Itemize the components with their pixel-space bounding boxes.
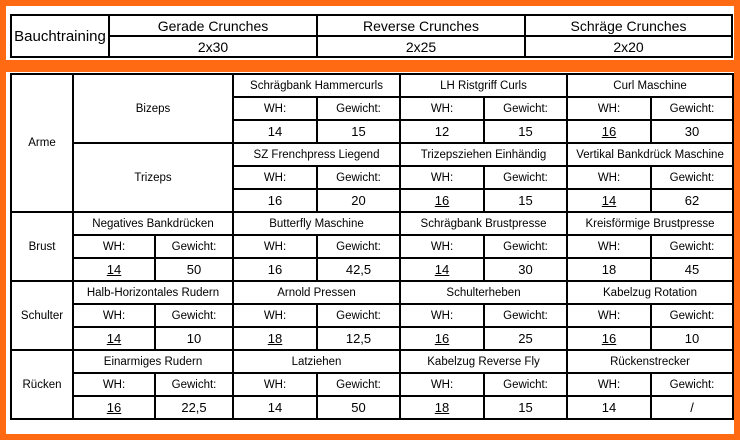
wh-header: WH: (567, 166, 651, 189)
category-brust: Brust (11, 212, 73, 281)
gewicht-header: Gewicht: (651, 97, 733, 120)
gewicht-header: Gewicht: (484, 235, 567, 258)
gewicht-value: 15 (484, 189, 567, 212)
wh-header: WH: (567, 373, 651, 396)
wh-header: WH: (233, 235, 317, 258)
gewicht-value: 50 (317, 396, 400, 419)
wh-value: 16 (567, 120, 651, 143)
gewicht-value: 62 (651, 189, 733, 212)
exercise-name: Kreisförmige Brustpresse (567, 212, 733, 235)
gewicht-value: 12,5 (317, 327, 400, 350)
wh-value: 16 (400, 327, 484, 350)
exercise-name: Latziehen (233, 350, 400, 373)
wh-header: WH: (567, 304, 651, 327)
exercise-name: Einarmiges Rudern (73, 350, 233, 373)
gewicht-value: 22,5 (155, 396, 233, 419)
wh-header: WH: (400, 166, 484, 189)
exercise-name: Vertikal Bankdrück Maschine (567, 143, 733, 166)
gewicht-header: Gewicht: (317, 304, 400, 327)
exercise-name: Rückenstrecker (567, 350, 733, 373)
exercise-name: Curl Maschine (567, 74, 733, 97)
gewicht-header: Gewicht: (651, 373, 733, 396)
wh-value: 18 (567, 258, 651, 281)
category-arme: Arme (11, 74, 73, 212)
wh-value: 14 (567, 189, 651, 212)
gewicht-header: Gewicht: (317, 235, 400, 258)
wh-value: 16 (567, 327, 651, 350)
gewicht-header: Gewicht: (651, 166, 733, 189)
wh-value: 14 (233, 120, 317, 143)
crunch-name: Schräge Crunches (525, 15, 732, 36)
crunch-sets: 2x25 (317, 36, 525, 57)
gewicht-header: Gewicht: (484, 166, 567, 189)
wh-value: 18 (400, 396, 484, 419)
gewicht-value: / (651, 396, 733, 419)
crunch-name: Gerade Crunches (109, 15, 317, 36)
wh-header: WH: (73, 304, 155, 327)
gewicht-header: Gewicht: (317, 97, 400, 120)
wh-value: 16 (233, 258, 317, 281)
category-schulter: Schulter (11, 281, 73, 350)
exercise-name: Kabelzug Reverse Fly (400, 350, 567, 373)
wh-value: 14 (233, 396, 317, 419)
gewicht-value: 15 (484, 120, 567, 143)
subcategory-bizeps: Bizeps (73, 74, 233, 143)
wh-header: WH: (400, 304, 484, 327)
wh-value: 14 (73, 327, 155, 350)
crunch-name: Reverse Crunches (317, 15, 525, 36)
gewicht-header: Gewicht: (651, 235, 733, 258)
exercise-name: Schulterheben (400, 281, 567, 304)
wh-value: 18 (233, 327, 317, 350)
gewicht-value: 30 (651, 120, 733, 143)
gewicht-header: Gewicht: (484, 373, 567, 396)
gewicht-value: 10 (651, 327, 733, 350)
gewicht-header: Gewicht: (155, 373, 233, 396)
wh-header: WH: (73, 235, 155, 258)
wh-value: 14 (400, 258, 484, 281)
gewicht-value: 45 (651, 258, 733, 281)
wh-value: 14 (567, 396, 651, 419)
exercise-name: Negatives Bankdrücken (73, 212, 233, 235)
exercise-name: Schrägbank Brustpresse (400, 212, 567, 235)
wh-header: WH: (400, 373, 484, 396)
exercise-name: Butterfly Maschine (233, 212, 400, 235)
workout-table (10, 73, 734, 420)
gewicht-header: Gewicht: (155, 304, 233, 327)
gewicht-header: Gewicht: (651, 304, 733, 327)
exercise-name: Arnold Pressen (233, 281, 400, 304)
gewicht-value: 10 (155, 327, 233, 350)
gewicht-header: Gewicht: (155, 235, 233, 258)
wh-header: WH: (567, 235, 651, 258)
exercise-name: Trizepsziehen Einhändig (400, 143, 567, 166)
category-ruecken: Rücken (11, 350, 73, 419)
exercise-name: Halb-Horizontales Rudern (73, 281, 233, 304)
crunch-sets: 2x30 (109, 36, 317, 57)
wh-header: WH: (73, 373, 155, 396)
subcategory-trizeps: Trizeps (73, 143, 233, 212)
wh-header: WH: (233, 373, 317, 396)
gewicht-header: Gewicht: (317, 166, 400, 189)
bauchtraining-label: Bauchtraining (11, 15, 109, 57)
gewicht-value: 30 (484, 258, 567, 281)
wh-header: WH: (233, 304, 317, 327)
gewicht-value: 15 (317, 120, 400, 143)
exercise-name: Schrägbank Hammercurls (233, 74, 400, 97)
wh-value: 12 (400, 120, 484, 143)
gewicht-header: Gewicht: (484, 304, 567, 327)
exercise-name: SZ Frenchpress Liegend (233, 143, 400, 166)
wh-value: 16 (400, 189, 484, 212)
wh-value: 16 (73, 396, 155, 419)
gewicht-value: 50 (155, 258, 233, 281)
exercise-name: LH Ristgriff Curls (400, 74, 567, 97)
gewicht-header: Gewicht: (484, 97, 567, 120)
wh-header: WH: (233, 97, 317, 120)
wh-value: 14 (73, 258, 155, 281)
gewicht-value: 25 (484, 327, 567, 350)
gewicht-value: 42,5 (317, 258, 400, 281)
wh-header: WH: (233, 166, 317, 189)
crunch-sets: 2x20 (525, 36, 732, 57)
wh-value: 16 (233, 189, 317, 212)
gewicht-value: 20 (317, 189, 400, 212)
wh-header: WH: (567, 97, 651, 120)
bauchtraining-table (10, 14, 733, 58)
wh-header: WH: (400, 97, 484, 120)
gewicht-header: Gewicht: (317, 373, 400, 396)
gewicht-value: 15 (484, 396, 567, 419)
wh-header: WH: (400, 235, 484, 258)
exercise-name: Kabelzug Rotation (567, 281, 733, 304)
